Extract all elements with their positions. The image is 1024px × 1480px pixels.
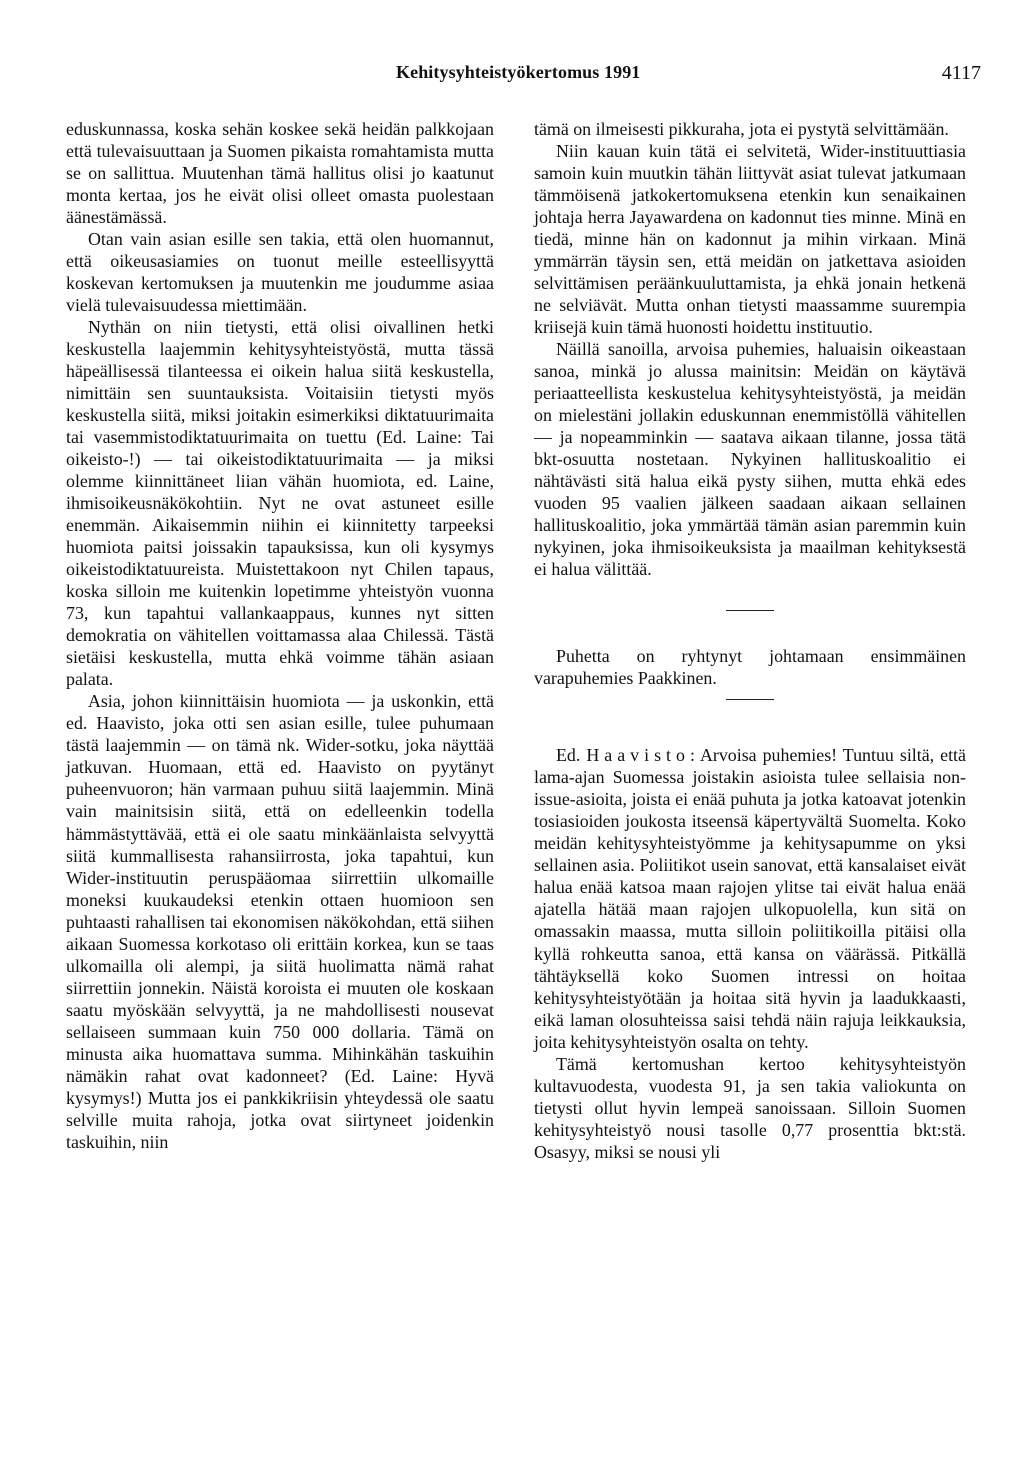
paragraph: Asia, johon kiinnittäisin huomiota — ja uskonkin, että ed. Haavisto, joka otti sen asian esille, tulee puhumaan tästä laajemmin — on tämä nk. Wider-sotku, joka näyttää jatkuvan. Huomaan, että ed. Haavisto on pyytänyt puheenvuoron; hän varmaan puhuu siitä laajemmin. Minä vain mainitsisin siitä, että on edelleenkin todella hämmästyttävää, että ei ole saatu minkäänlaista selvyyttä siitä kummallisesta rahansiirrosta, joka tapahtui, kun Wider-instituutin peruspääomaa siirrettiin ulkomaille moneksi kuukaudeksi etenkin ottaen huomioon sen puhtaasti rahallisen tai ekonomisen näkökohdan, että siihen aikaan Suomessa korkotaso oli erittäin korkea, kun se taas ulkomailla oli alempi, ja siitä huolimatta nämä rahat siirrettiin jonnekin. Näistä koroista ei muuten ole koskaan saatu myöskään selvyyttä, ja ne mahdollisesti nousevat sellaiseen summaan kuin 750 000 dollaria. Tämä on minusta aika huomattava summa. Mihinkähän taskuihin nämäkin rahat ovat kadonneet? (Ed. Laine: Hyvä kysymys!) Mutta jos ei pankkikriisin yhteydessä ole saatu selville muita rahoja, jotka ovat siirtyneet joidenkin taskuihin, niin — [66, 691, 494, 1152]
section-divider — [726, 610, 774, 611]
paragraph: Nythän on niin tietysti, että olisi oivallinen hetki keskustella laajemmin kehitysyhteistyöstä, mutta tässä häpeällisessä tilanteessa ei oikein halua siitä keskustella, nimittäin sen suuntauksista. Voitaisiin tietysti myös keskustella siitä, miksi joitakin esimerkiksi diktatuurimaita tai vasemmistodiktatuurimaita on tuettu (Ed. Laine: Tai oikeisto-!) — tai oikeistodiktatuurimaita — ja miksi olemme kiinnittäneet liian vähän huomiota, ed. Laine, ihmisoikeusnäkökohtiin. Nyt ne ovat astuneet esille enemmän. Aikaisemmin niihin ei kiinnitetty tarpeeksi huomiota paitsi joissakin tapauksissa, kun oli kysymys oikeistodiktatuureista. Muistettakoon nyt Chilen tapaus, koska silloin me kuitenkin lopetimme yhteistyön vuonna 73, kun tapahtui vallankaappaus, kunnes nyt sitten demokratia on vähitellen voittamassa alaa Chilessä. Tästä sietäisi keskustella, mutta ehkä voimme tähän asiaan palata. — [66, 317, 494, 690]
chair-note: Puhetta on ryhtynyt johtamaan ensimmäinen varapuhemies Paakkinen. — [534, 646, 966, 689]
left-column — [66, 118, 494, 1153]
section-divider — [726, 699, 774, 700]
speaker-name: Haavisto — [586, 745, 690, 766]
paragraph: Otan vain asian esille sen takia, että olen huomannut, että oikeusasiamies on tuonut meille esteellisyyttä koskevan kertomuksen ja muutenkin me joudumme asiaa vielä tulevaisuudessa miettimään. — [66, 229, 494, 316]
speaker-prefix: Ed. — [556, 745, 581, 766]
speech-text: Arvoisa puhemies! Tuntuu siltä, että lama-ajan Suomessa joistakin asioista tulee sellaisia non-issue-asioita, joista ei enää puhuta ja jotka katoavat jotenkin tosiasioiden joukosta itseensä käpertyvältä Suomelta. Koko meidän kehitysyhteistyömme ja kehitysapumme on yksi sellainen asia. Poliitikot usein sanovat, että kansalaiset eivät halua enää katsoa maan rajojen ylitse tai eivät halua enää ajatella hätää maan rajojen ulkopuolella, kun sitä on omassakin maassa, mutta silloin poliitikoilla pitäisi olla kyllä rohkeutta sanoa, että kansa on väärässä. Pitkällä tähtäyksellä koko Suomen intressi on hoitaa kehitysyhteistyötään ja hoitaa sitä hyvin ja laadukkaasti, eikä laman olosuhteissa saisi tehdä näin rajuja leikkauksia, joita kehitysyhteistyön osalta on tehty. — [534, 745, 966, 1052]
speaker-colon: : — [689, 745, 695, 766]
right-column — [534, 118, 966, 1163]
paragraph: Näillä sanoilla, arvoisa puhemies, haluaisin oikeastaan sanoa, minkä jo alussa mainitsin: Meidän on käytävä periaatteellista keskustelua kehitysyhteistyöstä, ja meidän on mielestäni jollakin eduskunnan enemmistöllä vähitellen — ja nopeamminkin — saatava aikaan tilanne, jossa tätä bkt-osuutta nostetaan. Nykyinen hallituskoalitio ei nähtävästi sitä halua eikä pysty siihen, mutta ehkä edes vuoden 95 vaalien jälkeen saadaan aikaan sellainen hallituskoalitio, joka ymmärtää tämän asian paremmin kuin nykyinen, joka ihmisoikeuksista ja maailman kehityksestä ei halua välittää. — [534, 339, 966, 580]
paragraph: Niin kauan kuin tätä ei selvitetä, Wider-instituuttiasia samoin kuin muutkin tähän liittyvät asiat tulevat jatkumaan tämmöisenä jatkokertomuksena etenkin kun senaikainen johtaja herra Jayawardena on kadonnut ties minne. Minä en tiedä, minne hän on kadonnut ja mihin virkaan. Minä ymmärrän täysin sen, että meidän on jatkettava asioiden selvittämisen peräänkuuluttamista, ja ehkä jonain hetkenä ne selviävät. Mutta onhan tietysti maassamme suurempia kriisejä kuin tämä huonosti hoidettu instituutio. — [534, 141, 966, 338]
speech-paragraph: Tämä kertomushan kertoo kehitysyhteistyön kultavuodesta, vuodesta 91, ja sen takia valiokunta on tietysti ollut hyvin lempeä sanoissaan. Silloin Suomen kehitysyhteistyö nousi tasolle 0,77 prosenttia bkt:stä. Osasyy, miksi se nousi yli — [534, 1053, 966, 1162]
speech-paragraph — [534, 744, 966, 1052]
paragraph: eduskunnassa, koska sehän koskee sekä heidän palkkojaan että tulevaisuuttaan ja Suomen pikaista romahtamista mutta se on sallittua. Muutenhan tämä hallitus olisi jo kaatunut monta kertaa, jos he eivät olisi olleet omasta puolestaan äänestämässä. — [66, 119, 494, 228]
page-number: 4117 — [941, 62, 981, 84]
running-head-title: Kehitysyhteistyökertomus 1991 — [396, 62, 641, 82]
paragraph: tämä on ilmeisesti pikkuraha, jota ei pystytä selvittämään. — [534, 119, 949, 139]
